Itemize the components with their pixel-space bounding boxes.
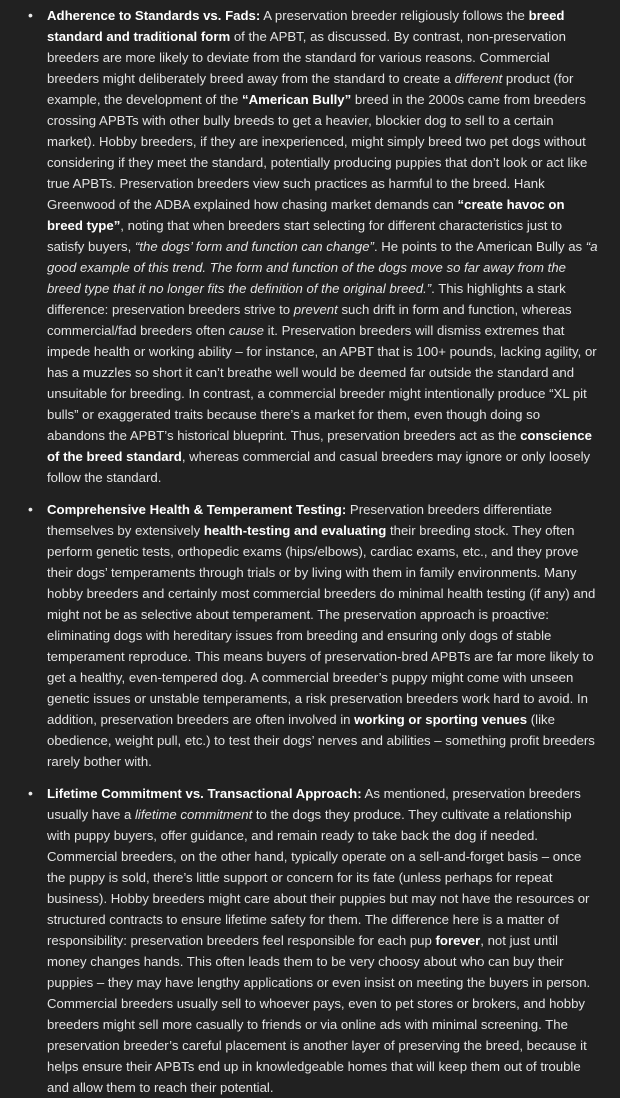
- item-body: [47, 786, 590, 1095]
- list-item-standards: [47, 5, 598, 488]
- text-run: , noting that when breeders start selecting for different characteristics just to satisfy buyers,: [47, 218, 563, 254]
- text-run: . He points to the American Bully as: [373, 239, 586, 254]
- text-run: , whereas commercial and casual breeders may ignore or only loosely follow the standard.: [47, 449, 591, 485]
- item-body: [47, 8, 598, 485]
- emphasis-italic: “a good example of this trend. The form and function of the dogs move so far away from the breed type that it no longer fits the definition of the original breed.”: [47, 239, 598, 296]
- text-run: such drift in form and function, whereas commercial/fad breeders often: [47, 302, 572, 338]
- text-run: to the dogs they produce. They cultivate a relationship with puppy buyers, offer guidance, and remain ready to take back the dog if needed. Commercial breeders, on the other hand, typically operate on a sell-and-forget basis – once the puppy is sold, there’s little support or concern for its fate (unless perhaps for repeat business). Hobby breeders might care about their puppies but may not have the resources or structured contracts to ensure lifetime safety for them. The difference here is a matter of responsibility: preservation breeders feel responsible for each pup: [47, 807, 590, 948]
- text-run: product (for example, the development of the: [47, 71, 574, 107]
- list-item-lifetime-commitment: [47, 783, 598, 1098]
- text-run: breed in the 2000s came from breeders crossing APBTs with other bully breeds to get a heavier, blockier dog to sell to a certain market). Hobby breeders, if they are inexperienced, might simply breed two pet dogs without considering if they meet the standard, potentially producing puppies that don’t look or act like true APBTs. Preservation breeders view such practices as harmful to the breed. Hank Greenwood of the ADBA explained how chasing market demands can: [47, 92, 588, 212]
- emphasis-bold: conscience of the breed standard: [47, 428, 592, 464]
- emphasis-bold: breed standard and traditional form: [47, 8, 565, 44]
- text-run: , not just until money changes hands. This often leads them to be very choosy about who can buy their puppies – they may have lengthy applications or even insist on meeting the buyers in person. Commercial breeders usually sell to whoever pays, even to pet stores or brokers, and hobby breeders might sell more casually to friends or via online ads with minimal screening. The preservation breeder’s careful placement is another layer of preserving the breed, because it helps ensure their APBTs end up in knowledgeable homes that will keep them out of trouble and allow them to reach their potential.: [47, 933, 591, 1095]
- emphasis-bold: health-testing and evaluating: [203, 523, 387, 538]
- emphasis-italic: cause: [228, 323, 264, 338]
- emphasis-bold: “American Bully”: [242, 92, 352, 107]
- text-run: . This highlights a stark difference: preservation breeders strive to: [47, 281, 566, 317]
- emphasis-italic: prevent: [293, 302, 338, 317]
- emphasis-italic: lifetime commitment: [134, 807, 253, 822]
- text-run: of the APBT, as discussed. By contrast, non-preservation breeders are more likely to deviate from the standard for various reasons. Commercial breeders might deliberately breed away from the standard to create a: [47, 29, 566, 86]
- item-body: [47, 502, 595, 769]
- text-run: A preservation breeder religiously follows the: [260, 8, 529, 23]
- emphasis-italic: different: [454, 71, 503, 86]
- item-heading: Lifetime Commitment vs. Transactional Approach:: [47, 786, 362, 801]
- text-run: (like obedience, weight pull, etc.) to test their dogs’ nerves and abilities – something profit breeders rarely bother with.: [47, 712, 595, 769]
- emphasis-italic: “the dogs’ form and function can change”: [134, 239, 374, 254]
- item-heading: Adherence to Standards vs. Fads:: [47, 8, 261, 23]
- text-run: their breeding stock. They often perform genetic tests, orthopedic exams (hips/elbows), cardiac exams, etc., and they prove their dogs’ temperaments through trials or by living with them in family environments. Many hobby breeders and certainly most commercial breeders do minimal health testing (if any) and might not be as selective about temperament. The preservation approach is proactive: eliminating dogs with hereditary issues from breeding and ensuring only dogs of stable temperament reproduce. This means buyers of preservation-bred APBTs are far more likely to get a healthy, even-tempered dog. A commercial breeder’s puppy might come with unseen genetic issues or unstable temperaments, a risk preservation breeders work hard to avoid. In addition, preservation breeders are often involved in: [47, 523, 596, 727]
- emphasis-bold: “create havoc on breed type”: [47, 197, 565, 233]
- emphasis-bold: working or sporting venues: [354, 712, 528, 727]
- emphasis-bold: forever: [435, 933, 481, 948]
- text-run: As mentioned, preservation breeders usually have a: [47, 786, 581, 822]
- text-run: it. Preservation breeders will dismiss extremes that impede health or working ability – for instance, an APBT that is 100+ pounds, lacking agility, or has a muzzles so short it can’t breathe well would be deemed far outside the standard and unsuitable for breeding. In contrast, a commercial breeder might intentionally produce “XL pit bulls” or exaggerated traits because there’s a market for them, even though doing so abandons the APBT’s historical blueprint. Thus, preservation breeders act as the: [47, 323, 597, 443]
- list-item-health-testing: [47, 499, 598, 772]
- item-heading: Comprehensive Health & Temperament Testing:: [47, 502, 347, 517]
- text-run: Preservation breeders differentiate themselves by extensively: [47, 502, 552, 538]
